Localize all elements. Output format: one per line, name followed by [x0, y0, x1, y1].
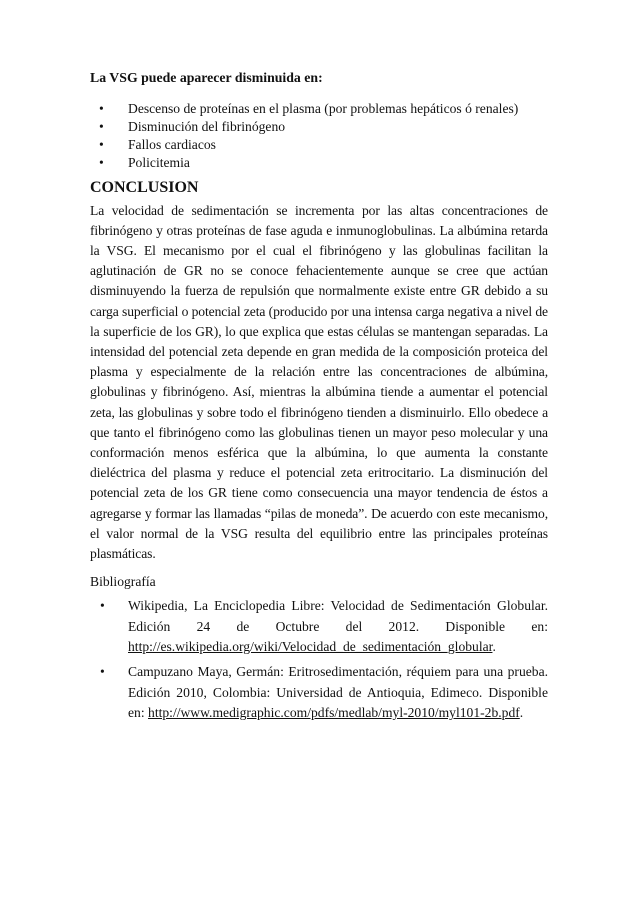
conclusion-heading: CONCLUSION — [90, 178, 199, 196]
list-item: • Fallos cardiacos — [90, 136, 548, 154]
list-item: • Descenso de proteínas en el plasma (por problemas hepáticos ó renales) — [90, 100, 548, 118]
document-page — [90, 68, 548, 729]
bibliography-entry-suffix: . — [492, 639, 496, 655]
list-item: • Disminución del fibrinógeno — [90, 118, 548, 136]
bibliography-entry-suffix: . — [519, 705, 524, 721]
bibliography-entry-text: Campuzano Maya, Germán: Eritrosedimentación, réquiem para una prueba. Edición 2010, Colombia: Universidad de Antioquia, Edimeco. Disponible en: — [128, 664, 548, 721]
bibliography-entry — [90, 662, 548, 723]
bibliography-heading: Bibliografía — [90, 574, 156, 590]
decrease-causes-list — [90, 100, 548, 172]
conclusion-paragraph: La velocidad de sedimentación se incrementa por las altas concentraciones de fibrinógeno y otras proteínas de fase aguda e inmunoglobulinas. La albúmina retarda la VSG. El mecanismo por el cual el fibrinógeno y las globulinas facilitan la aglutinación de GR no se conoce fehacientemente aunque se cree que actúan disminuyendo la fuerza de repulsión que normalmente existe entre GR debido a su carga superficial o potencial zeta (producido por una intensa carga negativa a nivel de la superficie de los GR), lo que explica que estas células se mantengan separadas. La intensidad del potencial zeta depende en gran medida de la composición proteica del plasma y especialmente de la relación entre las concentraciones de albúmina, globulinas y fibrinógeno. Así, mientras la albúmina tiende a aumentar el potencial zeta, las globulinas y sobre todo el fibrinógeno tienden a disminuirlo. Ello obedece a que tanto el fibrinógeno como las globulinas tienen un mayor peso molecular y una conformación menos esférica que la albúmina, lo que aumenta la constante dieléctrica del plasma y reduce el potencial zeta eritrocitario. La disminución del potencial zeta de los GR tiene como consecuencia una mayor tendencia de éstos a agregarse y formar las llamadas “pilas de moneda”. De acuerdo con este mecanismo, el valor normal de la VSG resulta del equilibrio entre las principales proteínas plasmáticas. — [90, 202, 548, 562]
decrease-heading: La VSG puede aparecer disminuida en: — [90, 70, 323, 85]
bibliography-entry-text: Wikipedia, La Enciclopedia Libre: Velocidad de Sedimentación Globular. Edición 24 de Octubre del 2012. Disponible en: — [128, 598, 548, 634]
bibliography-list — [90, 596, 548, 723]
list-item: • Policitemia — [90, 154, 548, 172]
bibliography-link[interactable]: http://es.wikipedia.org/wiki/Velocidad_de_sedimentación_globular — [128, 639, 493, 655]
bibliography-entry — [90, 596, 548, 657]
bibliography-link[interactable]: http://www.medigraphic.com/pdfs/medlab/myl-2010/myl101-2b.pdf — [148, 705, 520, 721]
